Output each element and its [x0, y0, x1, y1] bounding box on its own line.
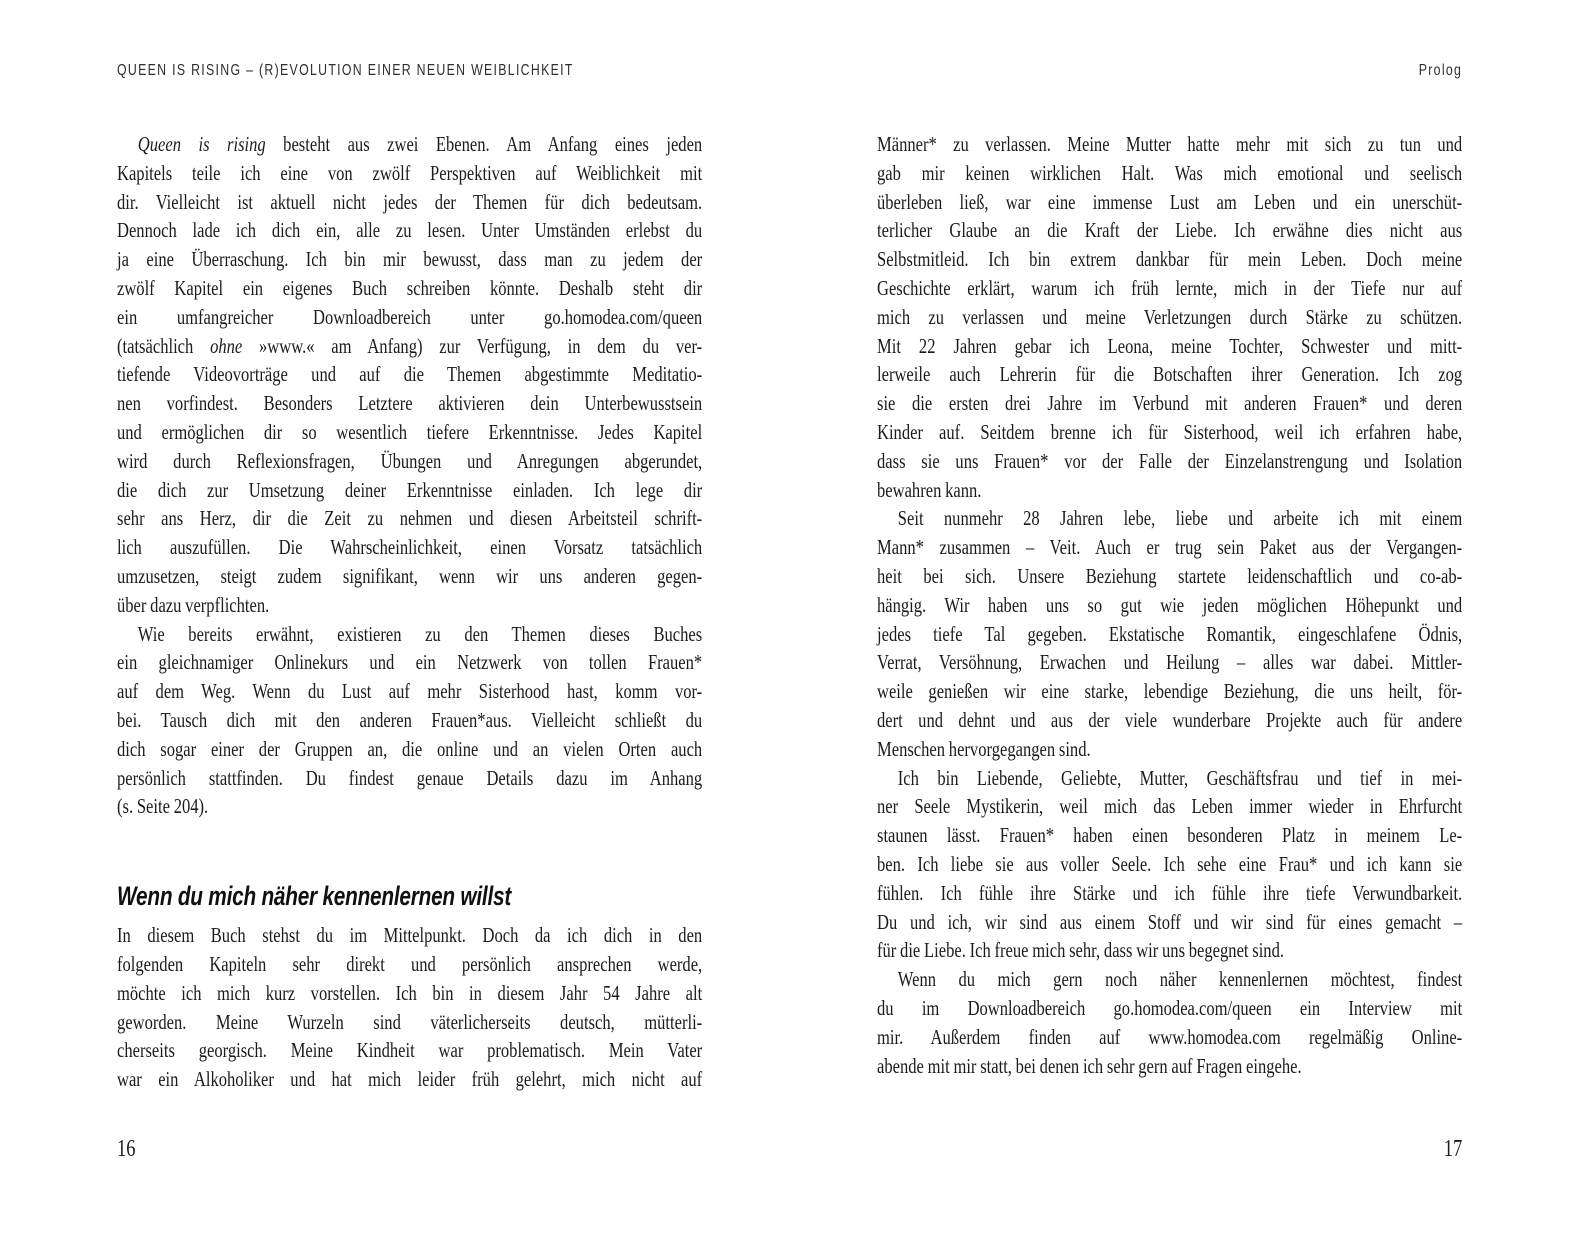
running-head-right: Prolog: [1418, 62, 1463, 79]
text-line: bei. Tausch dich mit den anderen Frauen*aus. Vielleicht schließt du: [117, 707, 703, 732]
text-line: mich zu verlassen und meine Verletzungen durch Stärke zu schützen.: [877, 304, 1463, 329]
text-line: dert und dehnt und aus der viele wunderbare Projekte auch für andere: [877, 707, 1463, 732]
text-line: dass sie uns Frauen* vor der Falle der Einzelanstrengung und Isolation: [877, 448, 1463, 473]
text-line: tiefende Videovorträge und auf die Themen abgestimmte Meditatio-: [117, 362, 703, 387]
text-line: staunen lässt. Frauen* haben einen besonderen Platz in meinem Le-: [877, 823, 1463, 848]
text-line: folgenden Kapiteln sehr direkt und persönlich ansprechen werde,: [117, 951, 703, 976]
text-line: abende mit mir statt, bei denen ich sehr gern auf Fragen eingehe.: [877, 1053, 1302, 1078]
text-line: fühlen. Ich fühle ihre Stärke und ich fühle ihre tiefe Verwundbarkeit.: [877, 880, 1463, 905]
text-line: Mann* zusammen – Veit. Auch er trug sein Paket aus der Vergangen-: [877, 535, 1463, 560]
text-line: zwölf Kapitel ein eigenes Buch schreiben könnte. Deshalb steht dir: [117, 275, 703, 300]
text-line: für die Liebe. Ich freue mich sehr, dass wir uns begegnet sind.: [877, 938, 1285, 963]
text-line: ja eine Überraschung. Ich bin mir bewusst, dass man zu jedem der: [117, 247, 703, 272]
text-line: mir. Außerdem finden auf www.homodea.com regelmäßig Online-: [877, 1024, 1463, 1049]
text-line: Ich bin Liebende, Geliebte, Mutter, Geschäftsfrau und tief in mei-: [897, 765, 1463, 790]
text-line: und ermöglichen dir so wesentlich tiefere Erkenntnisse. Jedes Kapitel: [117, 419, 703, 444]
text-line: ben. Ich liebe sie aus voller Seele. Ich sehe eine Frau* und ich kann sie: [877, 851, 1463, 876]
text-line: gab mir keinen wirklichen Halt. Was mich emotional und seelisch: [877, 160, 1463, 185]
text-line: sehr ans Herz, dir die Zeit zu nehmen und diesen Arbeitsteil schrift-: [117, 506, 703, 531]
text-line: Selbstmitleid. Ich bin extrem dankbar für mein Leben. Doch meine: [877, 247, 1463, 272]
text-line: hängig. Wir haben uns so gut wie jeden möglichen Höhepunkt und: [877, 592, 1463, 617]
text-line: Mit 22 Jahren gebar ich Leona, meine Tochter, Schwester und mitt-: [877, 333, 1463, 358]
text-line: Verrat, Versöhnung, Erwachen und Heilung – alles war dabei. Mittler-: [877, 650, 1463, 675]
text-line: möchte ich mich kurz vorstellen. Ich bin in diesem Jahr 54 Jahre alt: [117, 980, 703, 1005]
text-line: Dennoch lade ich dich ein, alle zu lesen. Unter Umständen erlebst du: [117, 218, 703, 243]
text-line: (s. Seite 204).: [117, 794, 209, 819]
text-line: ner Seele Mystikerin, weil mich das Leben immer wieder in Ehrfurcht: [877, 794, 1463, 819]
text-line: persönlich stattfinden. Du findest genaue Details dazu im Anhang: [117, 765, 703, 790]
text-line: du im Downloadbereich go.homodea.com/queen ein Interview mit: [877, 995, 1463, 1020]
text-line: weile genießen wir eine starke, lebendige Beziehung, die uns heilt, för-: [877, 679, 1463, 704]
page-left: [117, 0, 702, 1240]
text-line: wird durch Reflexionsfragen, Übungen und Anregungen abgerundet,: [117, 448, 703, 473]
page-body-right: [877, 130, 1462, 1080]
text-line: lerweile auch Lehrerin für die Botschaften ihrer Generation. Ich zog: [877, 362, 1463, 387]
page-right: [877, 0, 1462, 1240]
text-line: dich sogar einer der Gruppen an, die online und an vielen Orten auch: [117, 736, 703, 761]
text-line: auf dem Weg. Wenn du Lust auf mehr Sisterhood hast, komm vor-: [117, 679, 703, 704]
page-number-left: 16: [117, 1136, 136, 1162]
running-head-left: QUEEN IS RISING – (R)EVOLUTION EINER NEUEN WEIBLICHKEIT: [117, 62, 574, 79]
text-line: Geschichte erklärt, warum ich früh lernte, mich in der Tiefe nur auf: [877, 275, 1463, 300]
text-line: über dazu verpflichten.: [117, 592, 270, 617]
text-line: Kapitels teile ich eine von zwölf Perspektiven auf Weiblichkeit mit: [117, 160, 703, 185]
text-line: Seit nunmehr 28 Jahren lebe, liebe und arbeite ich mit einem: [897, 506, 1463, 531]
text-line: sie die ersten drei Jahre im Verbund mit anderen Frauen* und deren: [877, 391, 1463, 416]
text-line: ein umfangreicher Downloadbereich unter go.homodea.com/queen: [117, 304, 703, 329]
text-line: geworden. Meine Wurzeln sind väterlicherseits deutsch, mütterli-: [117, 1009, 703, 1034]
text-line: dir. Vielleicht ist aktuell nicht jedes der Themen für dich bedeutsam.: [117, 189, 703, 214]
text-line: heit bei sich. Unsere Beziehung startete leidenschaftlich und co-ab-: [877, 563, 1463, 588]
text-line: bewahren kann.: [877, 477, 982, 502]
text-line: Wenn du mich gern noch näher kennenlernen möchtest, findest: [897, 967, 1463, 992]
text-line: umzusetzen, steigt zudem signifikant, wenn wir uns anderen gegen-: [117, 563, 703, 588]
text-line: die dich zur Umsetzung deiner Erkenntnisse einladen. Ich lege dir: [117, 477, 703, 502]
text-line: Wie bereits erwähnt, existieren zu den Themen dieses Buches: [137, 621, 703, 646]
text-line: war ein Alkoholiker und hat mich leider früh gelehrt, mich nicht auf: [117, 1067, 703, 1092]
text-line: cherseits georgisch. Meine Kindheit war problematisch. Mein Vater: [117, 1038, 703, 1063]
text-line: (tatsächlich ohne »www.« am Anfang) zur Verfügung, in dem du ver-: [117, 333, 703, 358]
text-line: lich auszufüllen. Die Wahrscheinlichkeit, einen Vorsatz tatsächlich: [117, 535, 703, 560]
italic-text: Queen is rising: [137, 132, 266, 156]
section-heading: Wenn du mich näher kennenlernen willst: [117, 881, 512, 912]
text-line: terlicher Glaube an die Kraft der Liebe. Ich erwähne dies nicht aus: [877, 218, 1463, 243]
text-line: Kinder auf. Seitdem brenne ich für Sisterhood, weil ich erfahren habe,: [877, 419, 1463, 444]
italic-text: ohne: [210, 333, 243, 358]
text-line: In diesem Buch stehst du im Mittelpunkt. Doch da ich dich in den: [117, 923, 703, 948]
page-number-right: 17: [1443, 1136, 1463, 1162]
text-line: Menschen hervorgegangen sind.: [877, 736, 1091, 761]
text-line: ein gleichnamiger Onlinekurs und ein Netzwerk von tollen Frauen*: [117, 650, 703, 675]
text-line: überleben ließ, war eine immense Lust am Leben und ein unerschüt-: [877, 189, 1463, 214]
text-line: Du und ich, wir sind aus einem Stoff und wir sind für eines gemacht –: [877, 909, 1463, 934]
text-line: jedes tiefe Tal gegeben. Ekstatische Romantik, eingeschlafene Ödnis,: [877, 621, 1463, 646]
text-line: nen vorfindest. Besonders Letztere aktivieren dein Unterbewusstsein: [117, 391, 703, 416]
text-line: Queen is rising besteht aus zwei Ebenen. Am Anfang eines jeden: [137, 132, 703, 156]
text-line: Männer* zu verlassen. Meine Mutter hatte mehr mit sich zu tun und: [877, 132, 1463, 156]
page-body-left: [117, 130, 702, 1094]
